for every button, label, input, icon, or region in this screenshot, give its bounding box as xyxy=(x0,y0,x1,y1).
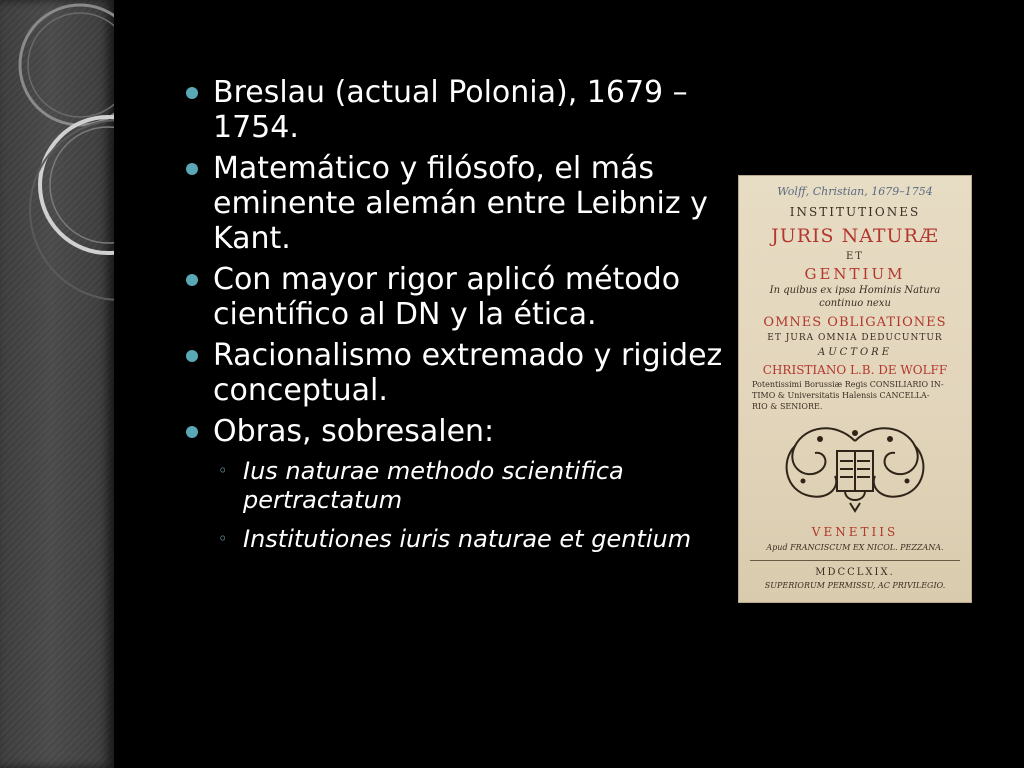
bullet-text: Matemático y filósofo, el más eminente alemán entre Leibniz y Kant. xyxy=(213,151,708,256)
bullet-item xyxy=(183,151,723,256)
cover-line: RIO & SENIORE. xyxy=(752,402,823,411)
handwritten-note: Wolff, Christian, 1679–1754 xyxy=(777,185,933,198)
sub-bullet-item xyxy=(213,525,723,554)
sub-bullet-list xyxy=(213,457,723,554)
cover-line: ET xyxy=(846,251,864,262)
book-cover-image xyxy=(738,175,972,603)
bullet-item xyxy=(183,414,723,554)
bullet-dot-icon xyxy=(186,350,198,362)
cover-line: Potentissimi Borussiæ Regis CONSILIARIO IN- xyxy=(752,380,944,389)
ornament-icon xyxy=(775,421,935,513)
side-panel-decoration xyxy=(0,0,114,768)
sub-bullet-text: Institutiones iuris naturae et gentium xyxy=(243,525,692,553)
cover-line: INSTITUTIONES xyxy=(789,205,921,219)
cover-line: SUPERIORUM PERMISSU, AC PRIVILEGIO. xyxy=(764,581,946,590)
arcs-decoration-icon xyxy=(0,0,114,768)
bullet-text: Breslau (actual Polonia), 1679 – 1754. xyxy=(213,75,688,145)
bullet-text: Obras, sobresalen: xyxy=(213,414,495,449)
ring-bullet-icon: ◦ xyxy=(218,461,228,480)
cover-line: continuo nexu xyxy=(819,298,891,309)
sub-bullet-text: Ius naturae methodo scientifica pertractatum xyxy=(243,457,624,514)
cover-title: OMNES OBLIGATIONES xyxy=(763,315,947,330)
cover-title: GENTIUM xyxy=(804,265,906,283)
ring-bullet-icon: ◦ xyxy=(218,529,228,548)
bullet-dot-icon xyxy=(186,274,198,286)
cover-line: TIMO & Universitatis Halensis CANCELLA- xyxy=(752,391,930,400)
bullet-item xyxy=(183,262,723,332)
sub-bullet-item xyxy=(213,457,723,515)
cover-title: JURIS NATURÆ xyxy=(771,225,939,247)
bullet-dot-icon xyxy=(186,426,198,438)
bullet-dot-icon xyxy=(186,87,198,99)
bullet-text: Con mayor rigor aplicó método científico al DN y la ética. xyxy=(213,262,681,332)
cover-line: AUCTORE xyxy=(818,347,892,358)
bullet-item xyxy=(183,338,723,408)
bullet-dot-icon xyxy=(186,163,198,175)
bullet-text: Racionalismo extremado y rigidez conceptual. xyxy=(213,338,723,408)
cover-year: MDCCLXIX. xyxy=(815,567,895,578)
cover-author: CHRISTIANO L.B. DE WOLFF xyxy=(762,363,948,377)
cover-line: In quibus ex ipsa Hominis Natura xyxy=(769,285,941,296)
bullet-list xyxy=(183,75,723,564)
cover-divider xyxy=(750,560,960,561)
bullet-item xyxy=(183,75,723,145)
cover-line: ET JURA OMNIA DEDUCUNTUR xyxy=(767,333,943,343)
cover-place: VENETIIS xyxy=(811,525,899,539)
cover-line: Apud FRANCISCUM EX NICOL. PEZZANA. xyxy=(766,543,944,552)
